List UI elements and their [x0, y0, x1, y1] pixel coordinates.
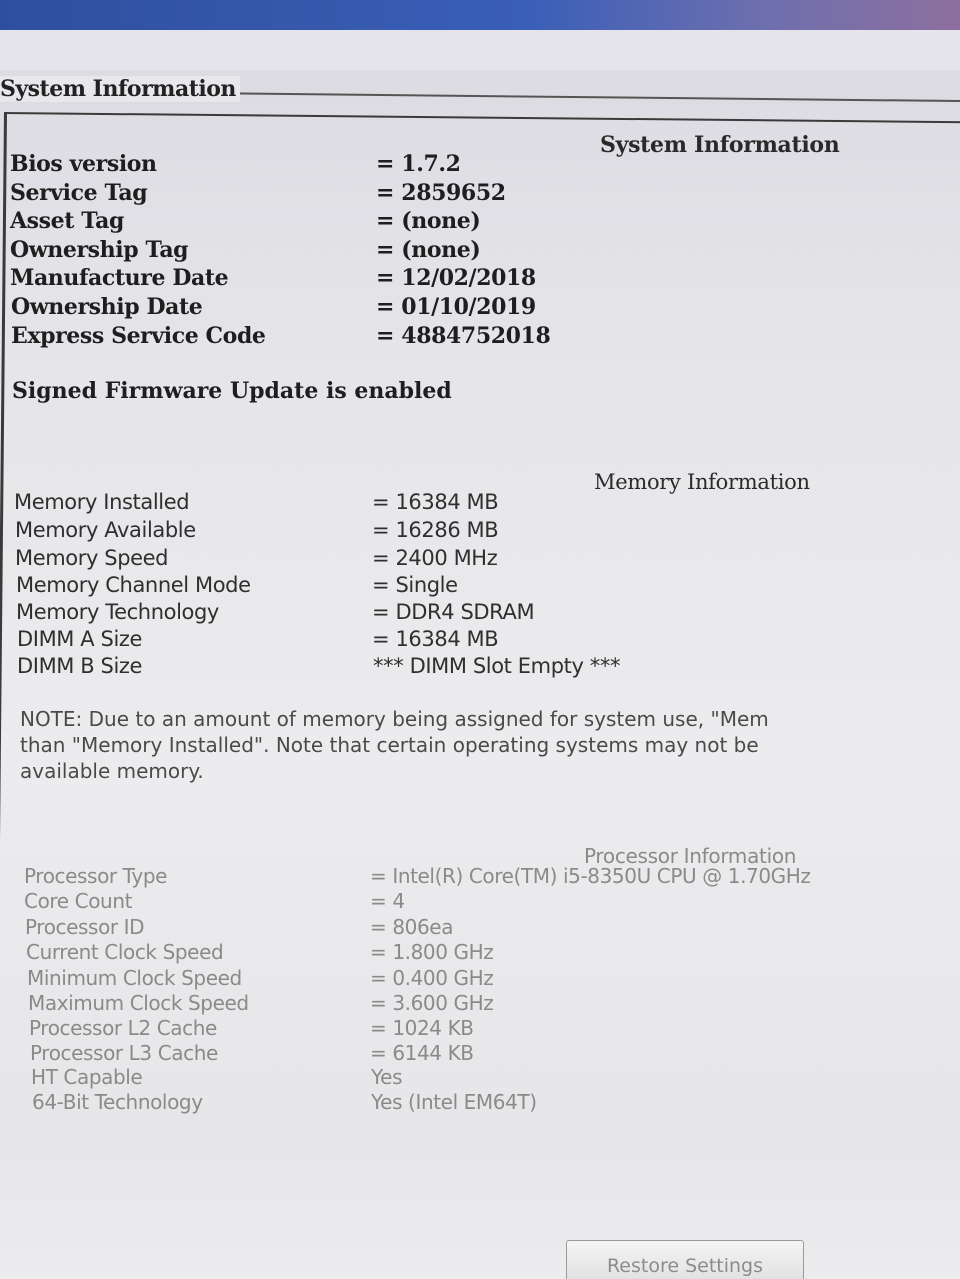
row-value: = 3.600 GHz — [370, 991, 494, 1015]
row-label: Ownership Tag — [10, 237, 189, 263]
row-label: Current Clock Speed — [26, 940, 224, 964]
row-value: = 2400 MHz — [372, 546, 498, 570]
memory-information-heading: Memory Information — [594, 470, 810, 494]
window-top-strip — [0, 0, 960, 30]
row-label: Express Service Code — [11, 323, 266, 349]
note-line: NOTE: Due to an amount of memory being assigned for system use, "Mem — [20, 707, 769, 731]
row-value: *** DIMM Slot Empty *** — [373, 654, 621, 678]
row-label: DIMM B Size — [17, 654, 143, 678]
row-value: = 16286 MB — [372, 518, 499, 542]
row-label: Memory Speed — [15, 546, 169, 570]
row-label: DIMM A Size — [17, 627, 143, 651]
panel-bottom-area — [0, 1130, 960, 1279]
processor-information-heading: Processor Information — [584, 844, 797, 868]
row-value: = 16384 MB — [372, 490, 499, 514]
row-value: = 4884752018 — [376, 323, 551, 349]
row-label: Ownership Date — [11, 294, 203, 320]
row-label: HT Capable — [31, 1065, 143, 1089]
title-bar — [0, 30, 960, 70]
row-value: = Single — [372, 573, 458, 597]
row-value: = 1.800 GHz — [370, 940, 494, 964]
row-value: = Intel(R) Core(TM) i5-8350U CPU @ 1.70GHz — [370, 864, 811, 888]
row-value: = 2859652 — [376, 180, 506, 206]
row-value: = 6144 KB — [370, 1041, 474, 1065]
row-label: Processor ID — [25, 915, 145, 939]
row-value: Yes — [371, 1065, 403, 1089]
row-value: = (none) — [376, 208, 481, 234]
row-label: Processor L2 Cache — [29, 1016, 217, 1040]
row-label: Service Tag — [10, 180, 148, 206]
row-label: Minimum Clock Speed — [27, 966, 242, 990]
row-value: = 4 — [370, 889, 405, 913]
row-value: = 1.7.2 — [376, 151, 461, 177]
row-value: = (none) — [376, 237, 481, 263]
row-label: Memory Installed — [14, 490, 190, 514]
row-value: = DDR4 SDRAM — [372, 600, 535, 624]
restore-settings-button[interactable]: Restore Settings — [566, 1240, 804, 1279]
firmware-status-text: Signed Firmware Update is enabled — [12, 378, 452, 404]
row-label: Core Count — [24, 889, 133, 913]
row-label: Memory Available — [15, 518, 196, 542]
row-value: = 0.400 GHz — [370, 966, 494, 990]
system-information-heading: System Information — [600, 132, 840, 158]
row-value: = 12/02/2018 — [376, 265, 536, 291]
row-label: Asset Tag — [10, 208, 124, 234]
note-line: than "Memory Installed". Note that certain operating systems may not be — [20, 733, 759, 757]
row-label: Processor L3 Cache — [30, 1041, 218, 1065]
memory-note — [20, 706, 960, 784]
row-value: = 1024 KB — [370, 1016, 474, 1040]
row-value: Yes (Intel EM64T) — [371, 1090, 537, 1114]
row-label: Processor Type — [24, 864, 168, 888]
group-box-title: System Information — [0, 76, 240, 102]
row-value: = 16384 MB — [372, 627, 499, 651]
row-label: Memory Channel Mode — [16, 573, 251, 597]
row-label: Bios version — [10, 151, 157, 177]
row-label: Memory Technology — [16, 600, 219, 624]
row-value: = 806ea — [370, 915, 454, 939]
row-label: Maximum Clock Speed — [28, 991, 249, 1015]
row-label: 64-Bit Technology — [32, 1090, 203, 1114]
row-value: = 01/10/2019 — [376, 294, 536, 320]
row-label: Manufacture Date — [10, 265, 229, 291]
note-line: available memory. — [20, 759, 204, 783]
